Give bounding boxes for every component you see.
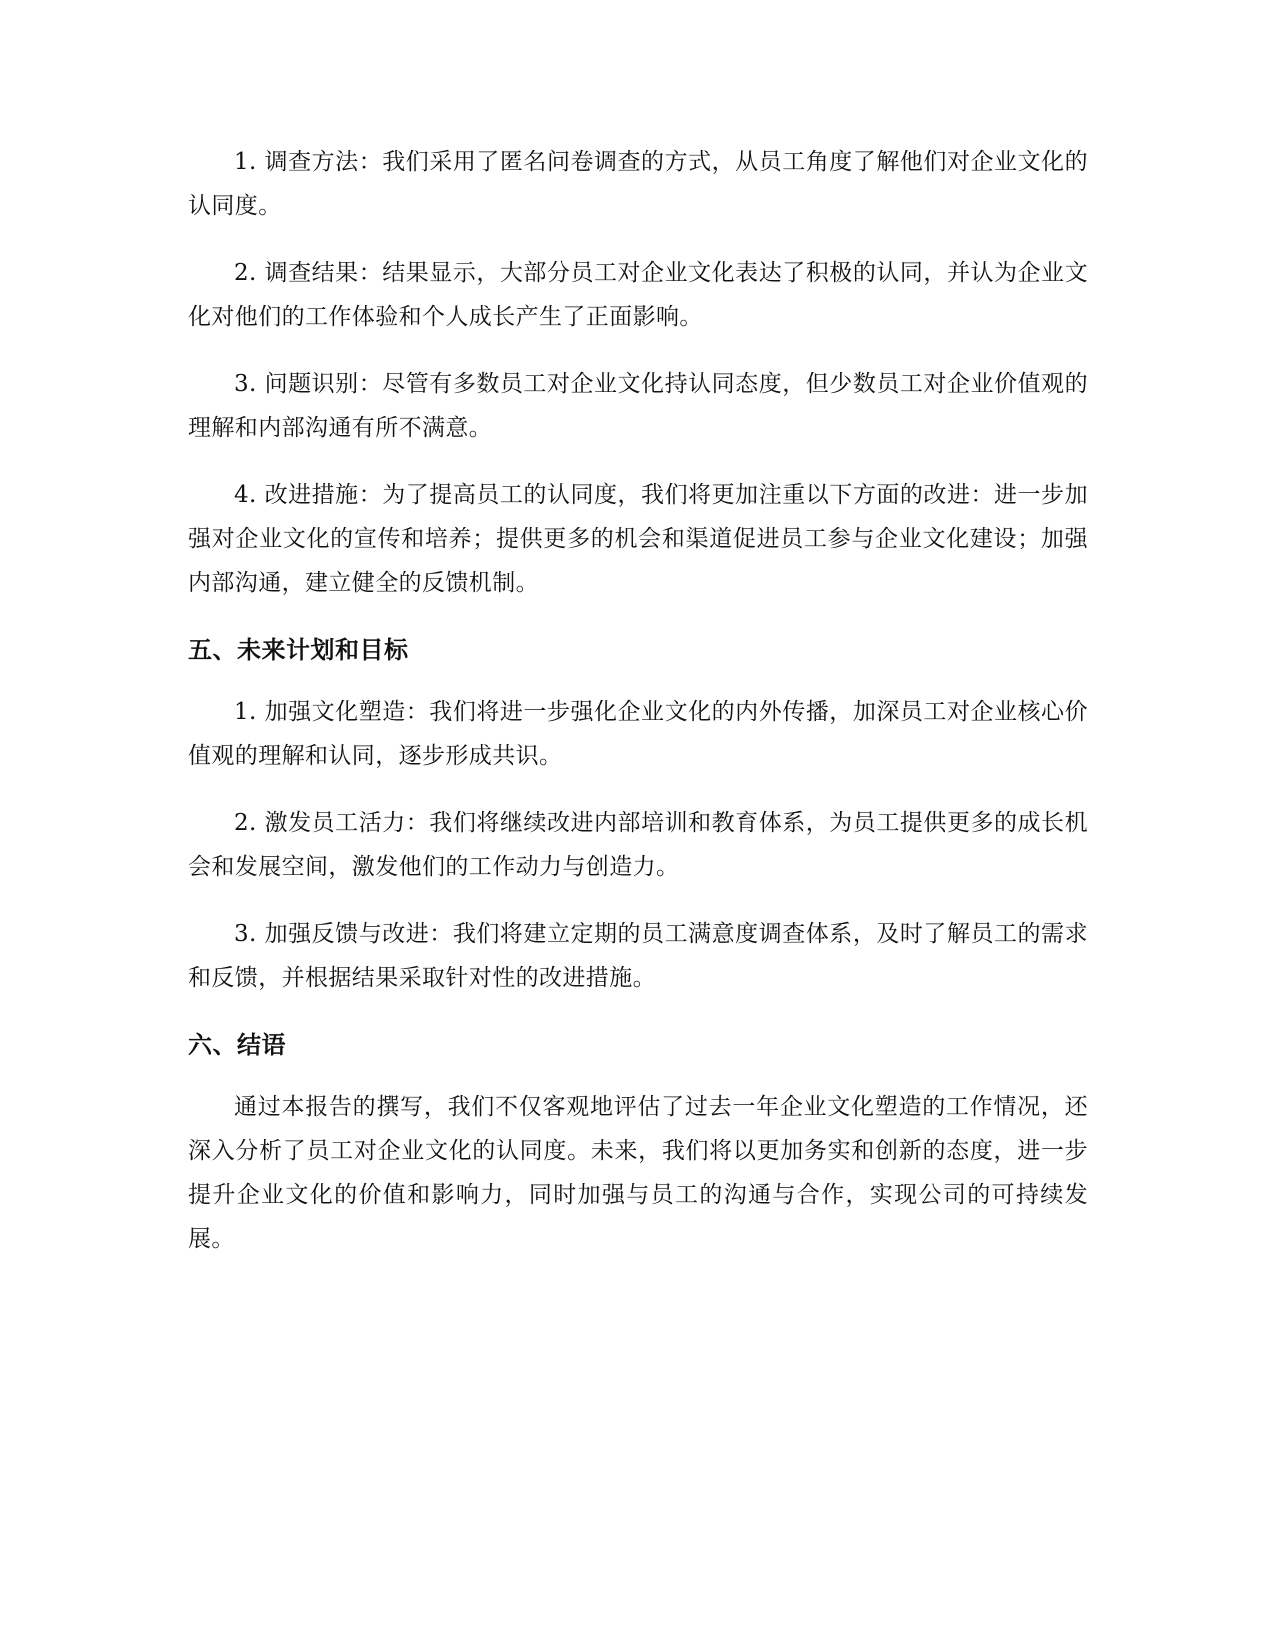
issue-identification-paragraph: 3. 问题识别：尽管有多数员工对企业文化持认同态度，但少数员工对企业价值观的理解和内部沟通有所不满意。 [188, 371, 1088, 441]
improvement-measures-paragraph: 4. 改进措施：为了提高员工的认同度，我们将更加注重以下方面的改进：进一步加强对企业文化的宣传和培养；提供更多的机会和渠道促进员工参与企业文化建设；加强内部沟通，建立健全的反馈机制。 [188, 482, 1088, 596]
plan-culture-paragraph: 1. 加强文化塑造：我们将进一步强化企业文化的内外传播，加深员工对企业核心价值观的理解和认同，逐步形成共识。 [188, 699, 1088, 769]
conclusion-paragraph: 通过本报告的撰写，我们不仅客观地评估了过去一年企业文化塑造的工作情况，还深入分析了员工对企业文化的认同度。未来，我们将以更加务实和创新的态度，进一步提升企业文化的价值和影响力，同时加强与员工的沟通与合作，实现公司的可持续发展。 [188, 1094, 1088, 1252]
document-body [188, 140, 1088, 1284]
section-6-heading: 六、结语 [188, 1031, 286, 1059]
plan-vitality-paragraph: 2. 激发员工活力：我们将继续改进内部培训和教育体系，为员工提供更多的成长机会和发展空间，激发他们的工作动力与创造力。 [188, 810, 1088, 880]
section-5-heading: 五、未来计划和目标 [188, 636, 409, 664]
plan-feedback-paragraph: 3. 加强反馈与改进：我们将建立定期的员工满意度调查体系，及时了解员工的需求和反馈，并根据结果采取针对性的改进措施。 [188, 921, 1088, 991]
survey-result-paragraph: 2. 调查结果：结果显示，大部分员工对企业文化表达了积极的认同，并认为企业文化对他们的工作体验和个人成长产生了正面影响。 [188, 260, 1088, 330]
survey-method-paragraph: 1. 调查方法：我们采用了匿名问卷调查的方式，从员工角度了解他们对企业文化的认同度。 [188, 149, 1088, 219]
